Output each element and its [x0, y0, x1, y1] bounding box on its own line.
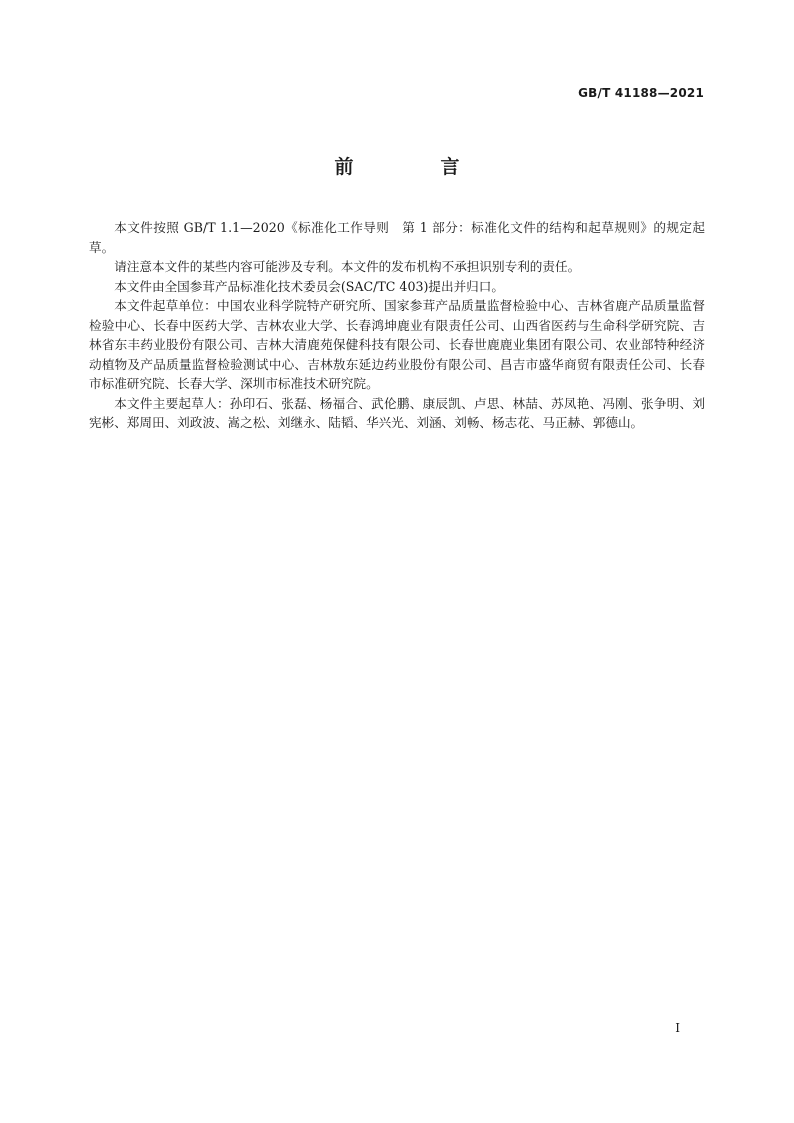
page-title: 前 言	[334, 156, 494, 178]
standard-code: GB/T 41188—2021	[578, 86, 704, 100]
paragraph-proposer: 本文件由全国参茸产品标准化技术委员会(SAC/TC 403)提出并归口。	[114, 278, 504, 294]
paragraph-drafting-rules: 本文件按照 GB/T 1.1—2020《标准化工作导则 第 1 部分：标准化文件的结构和起草规则》的规定起草。	[89, 220, 705, 255]
paragraph-patent-notice: 请注意本文件的某些内容可能涉及专利。本文件的发布机构不承担识别专利的责任。	[114, 259, 581, 274]
paragraph-drafting-units: 本文件起草单位：中国农业科学院特产研究所、国家参茸产品质量监督检验中心、吉林省鹿产品质量监督检验中心、长春中医药大学、吉林农业大学、长春鸿坤鹿业有限责任公司、山西省医药与生命科学研究院、吉林省东丰药业股份有限公司、吉林大清鹿苑保健科技有限公司、长春世鹿鹿业集团有限公司、农业部特种经济动植物及产品质量监督检验测试中心、吉林敖东延边药业股份有限公司、昌吉市盛华商贸有限责任公司、长春市标准研究院、长春大学、深圳市标准技术研究院。	[89, 298, 705, 391]
page-number: I	[675, 1021, 680, 1035]
preface-body	[89, 218, 705, 433]
paragraph-drafters: 本文件主要起草人：孙印石、张磊、杨福合、武伦鹏、康辰凯、卢思、林喆、苏凤艳、冯刚、张争明、刘宪彬、郑周田、刘政波、嵩之松、刘继永、陆韬、华兴光、刘涵、刘畅、杨志花、马正赫、郭德山。	[89, 395, 705, 430]
